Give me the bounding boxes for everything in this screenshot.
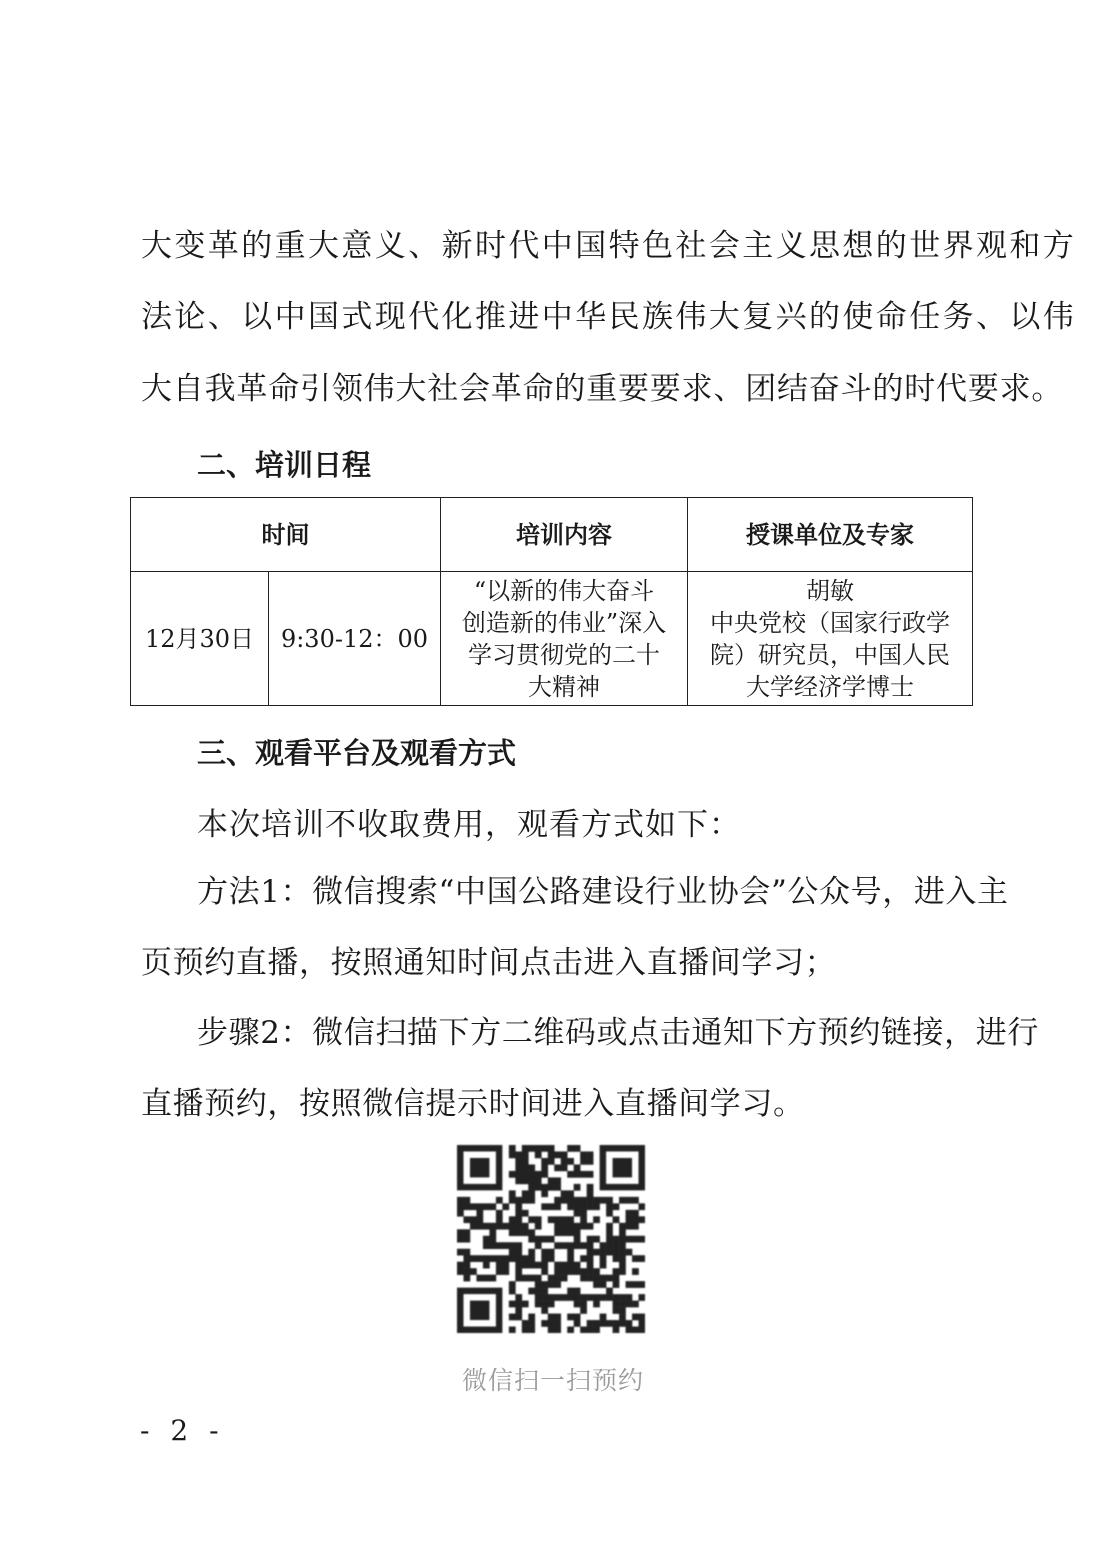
header-content: 培训内容 bbox=[441, 498, 688, 572]
cell-date: 12月30日 bbox=[131, 572, 269, 706]
cell-time: 9:30-12：00 bbox=[269, 572, 441, 706]
expert-line: 胡敏 bbox=[806, 576, 854, 605]
platform-intro: 本次培训不收取费用，观看方式如下： bbox=[197, 807, 741, 843]
qr-code-icon[interactable] bbox=[457, 1145, 645, 1333]
intro-line-2: 法论、以中国式现代化推进中华民族伟大复兴的使命任务、以伟 bbox=[141, 299, 1077, 335]
qr-caption: 微信扫一扫预约 bbox=[461, 1366, 644, 1395]
content-line: 学习贯彻党的二十 bbox=[468, 640, 660, 669]
table-row bbox=[131, 572, 973, 706]
section-heading-schedule: 二、培训日程 bbox=[197, 448, 372, 482]
content-line: “以新的伟大奋斗 bbox=[473, 576, 655, 605]
method2-line-1: 步骤2：微信扫描下方二维码或点击通知下方预约链接，进行 bbox=[197, 1015, 1039, 1051]
intro-line-1: 大变革的重大意义、新时代中国特色社会主义思想的世界观和方 bbox=[141, 228, 1077, 264]
expert-line: 院）研究员，中国人民 bbox=[710, 640, 950, 669]
intro-line-3: 大自我革命引领伟大社会革命的重要要求、团结奋斗的时代要求。 bbox=[141, 371, 1064, 407]
expert-line: 大学经济学博士 bbox=[746, 672, 914, 701]
method2-line-2: 直播预约，按照微信提示时间进入直播间学习。 bbox=[141, 1086, 805, 1122]
header-time: 时间 bbox=[131, 498, 441, 572]
cell-expert bbox=[688, 572, 973, 706]
content-line: 大精神 bbox=[528, 672, 600, 701]
expert-line: 中央党校（国家行政学 bbox=[710, 608, 950, 637]
content-line: 创造新的伟业”深入 bbox=[461, 608, 667, 637]
method1-line-1: 方法1：微信搜索“中国公路建设行业协会”公众号，进入主 bbox=[197, 874, 1009, 910]
schedule-table bbox=[130, 497, 973, 706]
section-heading-platform: 三、观看平台及观看方式 bbox=[197, 736, 517, 770]
page-number: - 2 - bbox=[140, 1414, 225, 1447]
cell-content bbox=[441, 572, 688, 706]
header-expert: 授课单位及专家 bbox=[688, 498, 973, 572]
method1-line-2: 页预约直播，按照通知时间点击进入直播间学习； bbox=[141, 945, 837, 981]
